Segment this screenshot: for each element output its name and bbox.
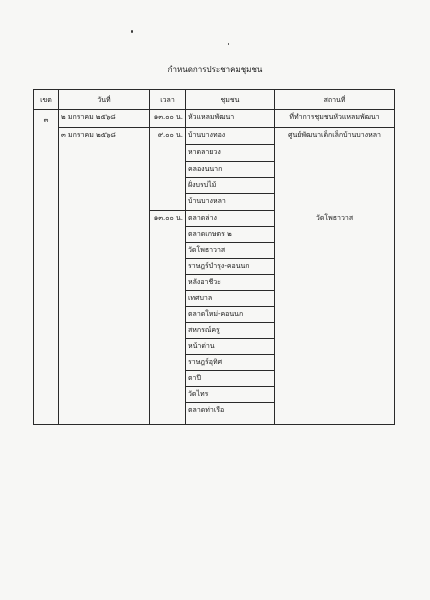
table-border-right — [394, 89, 395, 425]
community-row-divider — [185, 193, 275, 194]
community-cell: วัดไทร — [188, 390, 209, 398]
community-cell: ฝั่งบรบ่ไม้ — [188, 181, 217, 189]
time-cell: ๙.๐๐ น. — [157, 131, 183, 139]
community-cell: คลองนนาก — [188, 165, 223, 173]
community-row-divider — [185, 258, 275, 259]
table-border-left — [33, 89, 34, 425]
community-row-divider — [185, 306, 275, 307]
community-cell: ราษฎร์บำรุง-คอนนก — [188, 262, 250, 270]
community-cell: วัดโพธาวาส — [188, 246, 226, 254]
community-row-divider — [185, 127, 275, 128]
schedule-table — [33, 89, 395, 425]
col-divider-zone — [58, 89, 59, 425]
community-cell: บ้านบางทอง — [188, 131, 226, 139]
place-cell: วัดโพธาวาส — [315, 214, 354, 222]
community-row-divider — [185, 338, 275, 339]
header-date: วันที่ — [97, 96, 111, 104]
table-border-bottom — [33, 424, 395, 425]
community-cell: ตลาดเกษตร ๒ — [188, 230, 232, 238]
community-cell: ตาปี — [188, 374, 201, 382]
community-row-divider — [185, 370, 275, 371]
date-cell: ๓ มกราคม ๒๕๖๘ — [61, 131, 116, 139]
community-row-divider — [185, 386, 275, 387]
community-row-divider — [185, 322, 275, 323]
community-cell: บ้านบางหลา — [188, 197, 226, 205]
community-cell: ตลาดล่าง — [188, 214, 217, 222]
col-divider-time — [185, 89, 186, 425]
community-row-divider — [185, 354, 275, 355]
place-cell: ที่ทำการชุมชนหัวแหลมพัฒนา — [289, 113, 380, 121]
community-row-divider — [185, 177, 275, 178]
community-cell: ราษฎร์อุทิศ — [188, 358, 223, 366]
community-row-divider — [185, 144, 275, 145]
community-row-divider — [185, 274, 275, 275]
header-community: ชุมชน — [220, 96, 240, 104]
scan-speck — [131, 30, 133, 33]
community-row-divider — [185, 290, 275, 291]
community-cell: หัวแหลมพัฒนา — [188, 113, 235, 121]
community-cell: หลังอาชีวะ — [188, 278, 221, 286]
zone-value: ๓ — [43, 116, 49, 124]
community-cell: หาดลายวง — [188, 148, 221, 156]
community-row-divider — [185, 242, 275, 243]
community-cell: หน้าด่าน — [188, 342, 215, 350]
community-cell: ตลาดท่าเรือ — [188, 406, 225, 414]
document-title: กำหนดการประชาคมชุมชน — [167, 65, 263, 74]
scan-speck — [228, 43, 229, 45]
time-cell: ๑๓.๐๐ น. — [153, 214, 183, 222]
community-row-divider — [185, 226, 275, 227]
col-divider-date — [149, 89, 150, 425]
community-cell: ตลาดใหม่-คอนนก — [188, 310, 244, 318]
session-divider — [149, 210, 186, 211]
community-row-divider — [185, 161, 275, 162]
table-border-top — [33, 89, 395, 90]
place-cell: ศูนย์พัฒนาเด็กเล็กบ้านบางหลา — [288, 131, 381, 139]
date-cell: ๒ มกราคม ๒๕๖๘ — [61, 113, 116, 121]
community-cell: สหกรณ์ครู — [188, 326, 220, 334]
time-cell: ๑๓.๐๐ น. — [153, 113, 183, 121]
community-row-divider — [185, 210, 275, 211]
community-cell: เทศบาล — [188, 294, 213, 302]
header-zone: เขต — [40, 96, 52, 104]
header-time: เวลา — [160, 96, 175, 104]
community-row-divider — [185, 402, 275, 403]
header-divider — [33, 109, 395, 110]
header-place: สถานที่ — [323, 96, 346, 104]
